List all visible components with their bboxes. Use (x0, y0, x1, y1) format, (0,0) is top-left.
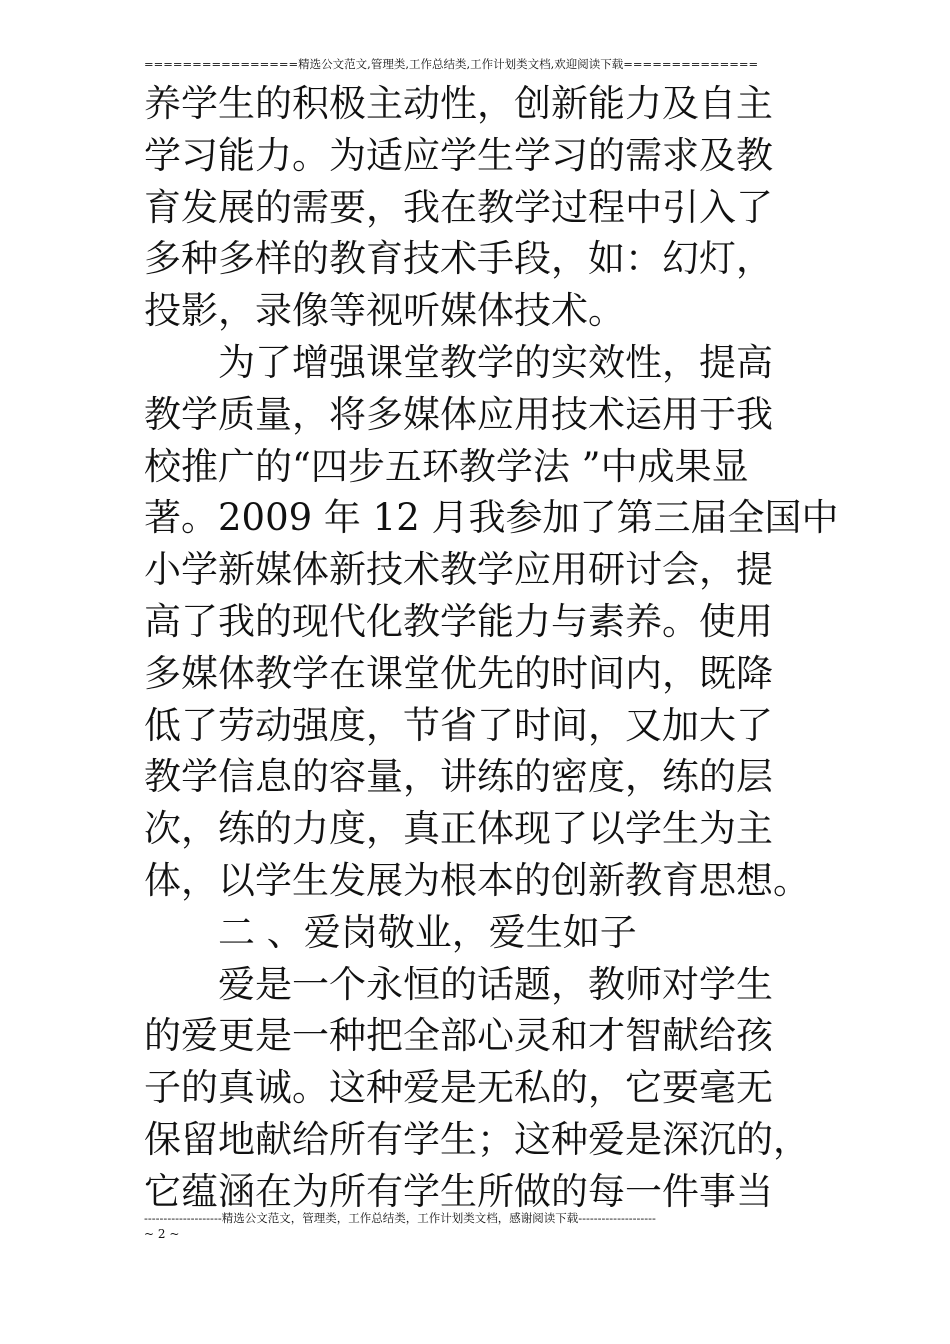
text-line: 育发展的需要，我在教学过程中引入了 (144, 185, 773, 229)
text-line: 小学新媒体新技术教学应用研讨会，提 (144, 548, 773, 592)
paragraph-start-line: 为了增强课堂教学的实效性，提高 (218, 340, 773, 384)
text-line: 著。2009 年 12 月我参加了第三届全国中 (144, 496, 839, 540)
text-line: 保留地献给所有学生；这种爱是深沉的， (144, 1117, 810, 1161)
text-line: 多媒体教学在课堂优先的时间内，既降 (144, 651, 773, 695)
text-line: 低了劳动强度，节省了时间，又加大了 (144, 703, 773, 747)
text-line: 教学质量，将多媒体应用技术运用于我 (144, 392, 773, 436)
text-line: 校推广的“四步五环教学法 ”中成果显 (144, 444, 749, 488)
text-line: 多种多样的教育技术手段，如：幻灯， (144, 237, 773, 281)
text-line: 养学生的积极主动性，创新能力及自主 (144, 82, 773, 125)
text-line: 体，以学生发展为根本的创新教育思想。 (144, 858, 810, 902)
text-line: 的爱更是一种把全部心灵和才智献给孩 (144, 1014, 773, 1058)
paragraph-start-line: 爱是一个永恒的话题，教师对学生 (218, 962, 773, 1006)
text-line: 教学信息的容量，讲练的密度，练的层 (144, 755, 773, 799)
text-line: 子的真诚。这种爱是无私的，它要毫无 (144, 1066, 773, 1110)
text-line: 高了我的现代化教学能力与素养。使用 (144, 599, 773, 643)
page-number: ~ 2 ~ (144, 1227, 180, 1241)
section-heading: 二 、爱岗敬业，爱生如子 (218, 910, 637, 954)
footer-banner: --------------------精选公文范文，管理类，工作总结类，工作计划类文档，感谢阅读下载-------------------- (144, 1211, 656, 1225)
text-line: 它蕴涵在为所有学生所做的每一件事当 (144, 1169, 773, 1213)
text-line: 次，练的力度，真正体现了以学生为主 (144, 807, 773, 851)
header-banner: ================精选公文范文,管理类,工作总结类,工作计划类文档,欢迎阅读下载============== (144, 57, 759, 71)
body-text (144, 78, 839, 1218)
text-line: 学习能力。为适应学生学习的需求及教 (144, 133, 773, 177)
text-line: 投影，录像等视听媒体技术。 (144, 289, 625, 333)
